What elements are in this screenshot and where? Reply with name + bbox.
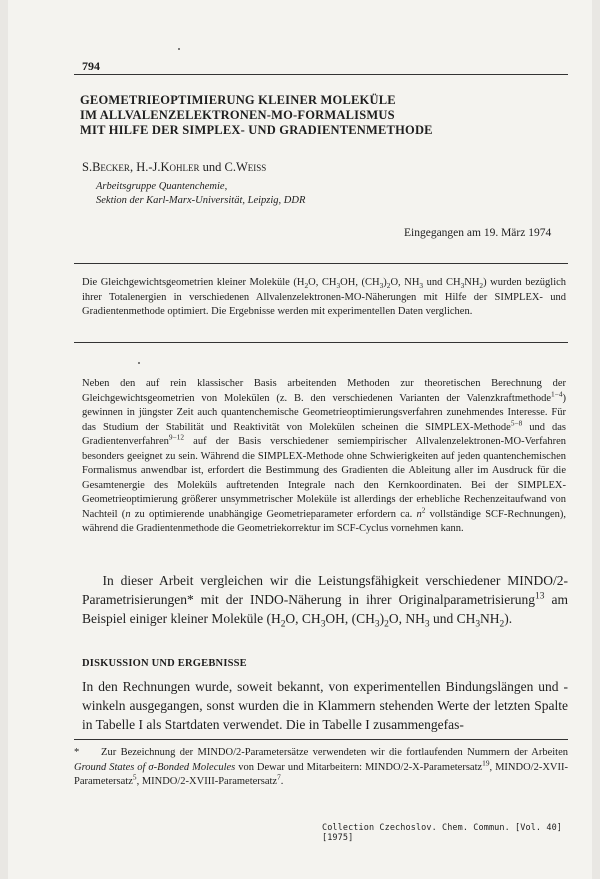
intro-paragraph: Neben den auf rein klassischer Basis arbeitenden Methoden zur theoretischen Berechnung der Gleichgewichtsgeometrien von Molekülen (z. B. den verschiedenen Varianten der Valenzkraftmethode$^{1-4}$) gewinnen in jüngster Zeit auch quantenchemische Geometrieoptimierungsverfahren zunehmendes Interesse. Für das Studium der Stabilität und Reaktivität von Molekülen scheinen die SIMPLEX-Methode$^{5-8}$ und das Gradientenverfahren$^{9-12}$ auf der Basis verschiedener semiempirischer Allvalenzelektronen-MO-Verfahren besonders geeignet zu sein. Während die SIMPLEX-Methode ohne Schwierigkeiten auf jeden quantenchemischen Formalismus anwendbar ist, erfordert die Bestimmung des Gradienten die Ableitung aller im Ausdruck für die Gesamtenergie des Moleküls auftretenden Integrale nach den Kernkoordinaten. Bei der SIMPLEX-Geometrieoptimierung größerer unsymmetrischer Moleküle ist allerdings der erhebliche Rechenzeitaufwand von Nachteil (n zu optimierende unabhängige Geometrieparameter erfordern ca. $n^2$ vollständige SCF-Rechnungen), während die Gradientenmethode die Geometriekorrektur im SCF-Cyclus vornehmen kann. bbox=[82, 378, 567, 534]
abstract: Die Gleichgewichtsgeometrien kleiner Moleküle ($H_2O$, $CH_3OH$, $(CH_3)_2O$, $NH_3$ und $CH_3NH_2$) wurden bezüglich ihrer Totalenergien in verschiedenen Allvalenzelektronen-MO-Näherungen mit Hilfe der SIMPLEX- und Gradientenmethode optimiert. Die Ergebnisse werden mit experimentellen Daten verglichen. bbox=[82, 277, 567, 317]
journal-citation: Collection Czechoslov. Chem. Commun. [Vol. 40] [1975] bbox=[322, 823, 563, 843]
received-date: Eingegangen am 19. März 1974 bbox=[404, 227, 552, 239]
title-line: MIT HILFE DER SIMPLEX- UND GRADIENTENMETHODE bbox=[80, 123, 433, 137]
authors-text: S.Becker, H.-J.Kohler und C.Weiss bbox=[82, 160, 267, 174]
journal-page bbox=[8, 0, 592, 879]
author-list bbox=[82, 160, 266, 175]
footnote-rule bbox=[74, 739, 568, 740]
article-title bbox=[80, 93, 433, 138]
title-line: IM ALLVALENZELEKTRONEN-MO-FORMALISMUS bbox=[80, 108, 395, 122]
header-rule bbox=[74, 74, 568, 75]
page-number: 794 bbox=[82, 59, 100, 73]
aim-paragraph: In dieser Arbeit vergleichen wir die Leistungsfähigkeit verschiedener MINDO/2-Parametrisierungen* mit der INDO-Näherung in ihrer Originalparametrisierung$^{13}$ am Beispiel einiger kleiner Moleküle ($H_2O$, $CH_3OH$, $(CH_3)_2O$, $NH_3$ und $CH_3NH_2$). bbox=[82, 573, 568, 630]
abstract-top-rule bbox=[74, 263, 568, 264]
section-heading: DISKUSSION UND ERGEBNISSE bbox=[82, 658, 247, 669]
affiliation-line: Arbeitsgruppe Quantenchemie, bbox=[96, 181, 228, 192]
speck-mark bbox=[138, 362, 140, 364]
results-paragraph: In den Rechnungen wurde, soweit bekannt, von experimentellen Bindungslängen und -winkeln ausgegangen, sonst wurden die in Klammern stehenden Werte der letzten Spalte in Tabelle I als Startdaten verwendet. Die in Tabelle I zusammengefas- bbox=[82, 679, 568, 732]
title-line: GEOMETRIEOPTIMIERUNG KLEINER MOLEKÜLE bbox=[80, 93, 396, 107]
affiliation-line: Sektion der Karl-Marx-Universität, Leipzig, DDR bbox=[96, 195, 306, 206]
footnote: * Zur Bezeichnung der MINDO/2-Parametersätze verwendeten wir die fortlaufenden Nummern der Arbeiten Ground States of σ-Bonded Molecules von Dewar und Mitarbeitern: MINDO/2-X-Parametersatz$^{19}$, MINDO/2-XVII-Parametersatz$^5$, MINDO/2-XVIII-Parametersatz$^7$. bbox=[74, 747, 568, 787]
affiliation bbox=[96, 180, 305, 208]
speck-mark bbox=[178, 48, 180, 50]
abstract-bottom-rule bbox=[74, 342, 568, 343]
